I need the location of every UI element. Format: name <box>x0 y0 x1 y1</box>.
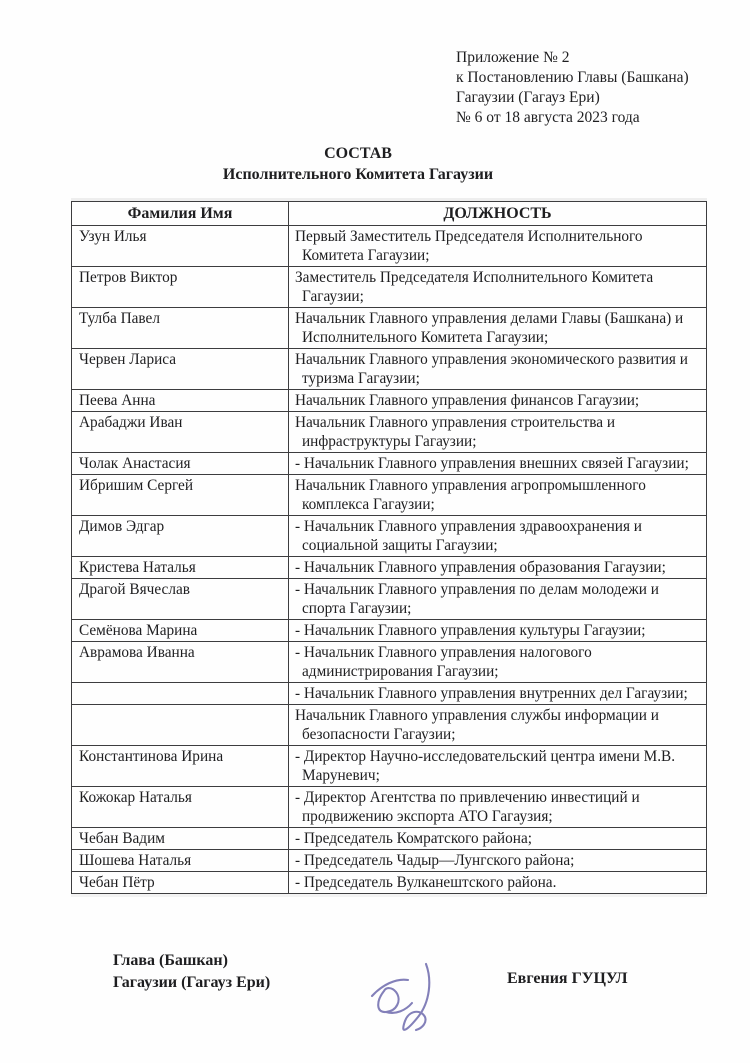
position-cell: Начальник Главного управления агропромышленного комплекса Гагаузии; <box>289 475 707 516</box>
footer-line-1: Глава (Башкан) <box>113 952 228 969</box>
table-row <box>72 453 707 475</box>
name-cell: Узун Илья <box>72 226 289 267</box>
title-line-2: Исполнительного Комитета Гагаузии <box>222 166 494 183</box>
name-cell: Червен Лариса <box>72 349 289 390</box>
appendix-header <box>456 48 689 128</box>
name-cell: Чебан Вадим <box>72 828 289 850</box>
name-cell: Чолак Анастасия <box>72 453 289 475</box>
position-cell: - Начальник Главного управления налогового администрирования Гагаузии; <box>289 642 707 683</box>
position-cell: - Начальник Главного управления культуры Гагаузии; <box>289 620 707 642</box>
name-cell: Тулба Павел <box>72 308 289 349</box>
position-cell: - Председатель Комратского района; <box>289 828 707 850</box>
table-row <box>72 705 707 746</box>
committee-table-body <box>72 226 707 894</box>
table-row <box>72 787 707 828</box>
name-cell: Аврамова Иванна <box>72 642 289 683</box>
name-cell <box>72 683 289 705</box>
name-cell: Пеева Анна <box>72 390 289 412</box>
position-cell: Начальник Главного управления делами Главы (Башкана) и Исполнительного Комитета Гагаузии; <box>289 308 707 349</box>
table-row <box>72 349 707 390</box>
table-row <box>72 557 707 579</box>
table-row <box>72 683 707 705</box>
table-row <box>72 828 707 850</box>
table-row <box>72 267 707 308</box>
name-cell: Семёнова Марина <box>72 620 289 642</box>
position-cell: Первый Заместитель Председателя Исполнительного Комитета Гагаузии; <box>289 226 707 267</box>
name-cell: Чебан Пётр <box>72 872 289 894</box>
position-cell: Начальник Главного управления экономического развития и туризма Гагаузии; <box>289 349 707 390</box>
header-line: Приложение № 2 <box>456 49 570 66</box>
name-cell: Ибришим Сергей <box>72 475 289 516</box>
position-cell: Начальник Главного управления службы информации и безопасности Гагаузии; <box>289 705 707 746</box>
position-cell: - Начальник Главного управления по делам молодежи и спорта Гагаузии; <box>289 579 707 620</box>
table-row <box>72 226 707 267</box>
position-cell: - Председатель Вулканештского района. <box>289 872 707 894</box>
signer-name: Евгения ГУЦУЛ <box>507 970 628 987</box>
position-cell: - Начальник Главного управления внутренних дел Гагаузии; <box>289 683 707 705</box>
signature-image <box>366 958 458 1050</box>
position-cell: - Начальник Главного управления образования Гагаузии; <box>289 557 707 579</box>
table-row <box>72 746 707 787</box>
title-line-1: СОСТАВ <box>324 145 392 162</box>
position-cell: - Начальник Главного управления здравоохранения и социальной защиты Гагаузии; <box>289 516 707 557</box>
column-header-name: Фамилия Имя <box>72 202 289 226</box>
table-row <box>72 308 707 349</box>
table-row <box>72 579 707 620</box>
header-line: к Постановлению Главы (Башкана) <box>456 69 689 86</box>
name-cell: Петров Виктор <box>72 267 289 308</box>
position-cell: - Председатель Чадыр—Лунгского района; <box>289 850 707 872</box>
table-row <box>72 475 707 516</box>
document-title <box>0 143 716 185</box>
table-row <box>72 412 707 453</box>
table-row <box>72 642 707 683</box>
committee-table <box>71 201 707 894</box>
position-cell: - Директор Научно-исследовательский центра имени М.В. Маруневич; <box>289 746 707 787</box>
header-line: Гагаузии (Гагауз Ери) <box>456 89 600 106</box>
name-cell: Димов Эдгар <box>72 516 289 557</box>
name-cell: Кожокар Наталья <box>72 787 289 828</box>
position-cell: Заместитель Председателя Исполнительного Комитета Гагаузии; <box>289 267 707 308</box>
position-cell: Начальник Главного управления финансов Гагаузии; <box>289 390 707 412</box>
position-cell: Начальник Главного управления строительства и инфраструктуры Гагаузии; <box>289 412 707 453</box>
position-cell: - Начальник Главного управления внешних связей Гагаузии; <box>289 453 707 475</box>
table-row <box>72 390 707 412</box>
table-header-row <box>72 202 707 226</box>
name-cell: Константинова Ирина <box>72 746 289 787</box>
name-cell: Драгой Вячеслав <box>72 579 289 620</box>
header-line: № 6 от 18 августа 2023 года <box>456 109 640 126</box>
name-cell: Арабаджи Иван <box>72 412 289 453</box>
table-row <box>72 620 707 642</box>
table-row <box>72 850 707 872</box>
signatory-title <box>113 950 270 994</box>
column-header-position: ДОЛЖНОСТЬ <box>289 202 707 226</box>
position-cell: - Директор Агентства по привлечению инвестиций и продвижению экспорта АТО Гагаузия; <box>289 787 707 828</box>
name-cell: Шошева Наталья <box>72 850 289 872</box>
table-row <box>72 872 707 894</box>
name-cell <box>72 705 289 746</box>
table-row <box>72 516 707 557</box>
footer-line-2: Гагаузии (Гагауз Ери) <box>113 974 271 991</box>
name-cell: Кристева Наталья <box>72 557 289 579</box>
